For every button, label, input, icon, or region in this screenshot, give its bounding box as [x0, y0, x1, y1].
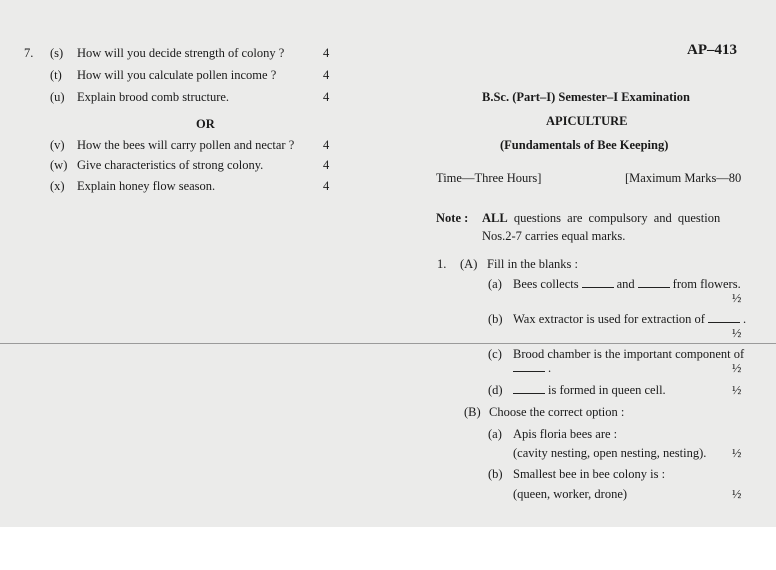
item-marks: 4	[323, 158, 330, 172]
fill-post: from flowers.	[672, 277, 741, 291]
fill-text: Brood chamber is the important component of	[513, 347, 745, 361]
mcq-options: (cavity nesting, open nesting, nesting).	[513, 446, 707, 460]
note-bold: ALL	[482, 211, 508, 225]
fill-marks: ½	[732, 291, 742, 305]
item-marks: 4	[323, 46, 330, 60]
fill-pre: Bees collects	[513, 277, 579, 291]
blank	[638, 277, 670, 288]
paper-title: (Fundamentals of Bee Keeping)	[500, 138, 669, 152]
mcq-options: (queen, worker, drone)	[513, 487, 628, 501]
item-label: (u)	[50, 90, 65, 104]
mcq-marks: ½	[732, 487, 742, 501]
q1-number: 1.	[437, 257, 447, 271]
fill-marks: ½	[732, 383, 742, 397]
mcq-marks: ½	[732, 446, 742, 460]
mcq-text: Apis floria bees are :	[513, 427, 618, 441]
item-text: How will you decide strength of colony ?	[77, 46, 285, 60]
question-number: 7.	[24, 46, 34, 60]
mcq-label: (b)	[488, 467, 503, 481]
fill-text	[513, 277, 741, 291]
fill-mid: and	[616, 277, 635, 291]
blank	[513, 361, 545, 372]
fill-post: is formed in queen cell.	[548, 383, 666, 397]
maximum-marks: [Maximum Marks—80	[625, 171, 742, 185]
fill-pre: Wax extractor is used for extraction of	[513, 312, 705, 326]
note-text-1: questions are compulsory and question	[513, 211, 721, 225]
time-allowed: Time—Three Hours]	[436, 171, 542, 185]
item-marks: 4	[323, 68, 330, 82]
note-label: Note :	[436, 211, 469, 225]
q1-a-label: (A)	[460, 257, 478, 271]
item-text: How the bees will carry pollen and nectar ?	[77, 138, 295, 152]
blank	[708, 312, 740, 323]
item-label: (t)	[50, 68, 62, 82]
fill-label: (c)	[488, 347, 502, 361]
q1-b-title: Choose the correct option :	[489, 405, 625, 419]
item-text: Explain brood comb structure.	[77, 90, 230, 104]
fill-post: .	[548, 361, 552, 375]
item-label: (x)	[50, 179, 65, 193]
fill-label: (a)	[488, 277, 502, 291]
blank	[513, 383, 545, 394]
item-label: (s)	[50, 46, 64, 60]
subject-title: APICULTURE	[546, 114, 628, 128]
fill-text	[513, 383, 666, 397]
item-text: How will you calculate pollen income ?	[77, 68, 277, 82]
q1-a-title: Fill in the blanks :	[487, 257, 578, 271]
item-marks: 4	[323, 90, 330, 104]
note-text-2: Nos.2-7 carries equal marks.	[482, 229, 626, 243]
fill-marks: ½	[732, 361, 742, 375]
item-label: (w)	[50, 158, 68, 172]
blank	[582, 277, 614, 288]
mcq-text: Smallest bee in bee colony is :	[513, 467, 666, 481]
fill-marks: ½	[732, 326, 742, 340]
fill-post: .	[742, 312, 747, 326]
scan-fold-line	[0, 343, 776, 344]
fill-text	[513, 312, 746, 326]
item-text: Give characteristics of strong colony.	[77, 158, 264, 172]
item-label: (v)	[50, 138, 65, 152]
fill-text-cont	[513, 361, 551, 375]
paper-code: AP–413	[687, 42, 737, 58]
or-separator: OR	[196, 117, 215, 131]
mcq-label: (a)	[488, 427, 502, 441]
q1-b-label: (B)	[464, 405, 481, 419]
fill-label: (b)	[488, 312, 503, 326]
item-marks: 4	[323, 179, 330, 193]
note-text	[482, 211, 720, 225]
fill-label: (d)	[488, 383, 503, 397]
item-text: Explain honey flow season.	[77, 179, 216, 193]
exam-title: B.Sc. (Part–I) Semester–I Examination	[482, 90, 690, 104]
item-marks: 4	[323, 138, 330, 152]
